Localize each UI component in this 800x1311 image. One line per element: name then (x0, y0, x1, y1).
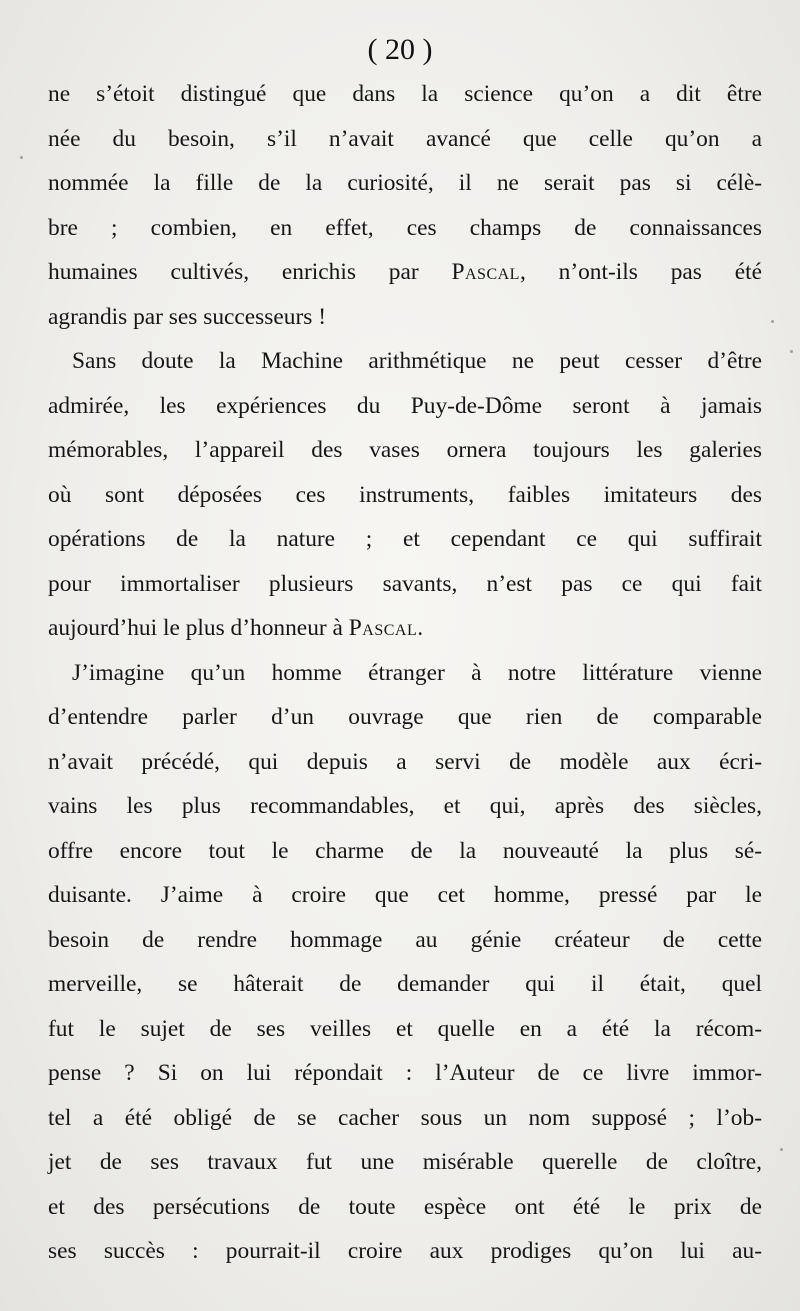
text-line: humaines cultivés, enrichis par Pascal, n’ont-ils pas été (48, 259, 762, 285)
text-line: Sans doute la Machine arithmétique ne peut cesser d’être (72, 348, 762, 374)
page-number: ( 20 ) (367, 33, 433, 66)
text-line: merveille, se hâterait de demander qui il était, quel (48, 971, 762, 997)
text-line: ses succès : pourrait-il croire aux prodiges qu’on lui au- (48, 1238, 762, 1264)
paper-speck (790, 350, 793, 353)
text-line: J’imagine qu’un homme étranger à notre littérature vienne (72, 659, 762, 686)
text-line: bre ; combien, en effet, ces champs de connaissances (48, 214, 762, 241)
text-line: nommée la fille de la curiosité, il ne serait pas si célè- (48, 170, 762, 196)
text-line: aujourd’hui le plus d’honneur à Pascal. (48, 615, 424, 641)
text-line: agrandis par ses successeurs ! (48, 303, 326, 330)
paper-speck (771, 320, 774, 323)
text-line: pour immortaliser plusieurs savants, n’est pas ce qui fait (48, 570, 762, 597)
text-line: ne s’étoit distingué que dans la science qu’on a dit être (48, 81, 762, 107)
text-line: née du besoin, s’il n’avait avancé que celle qu’on a (48, 125, 762, 152)
text-line: jet de ses travaux fut une misérable querelle de cloître, (48, 1149, 762, 1175)
text-line: duisante. J’aime à croire que cet homme, pressé par le (48, 882, 762, 908)
paper-speck (780, 1148, 783, 1151)
small-caps-name: Pascal (451, 259, 520, 285)
text-line: vains les plus recommandables, et qui, après des siècles, (48, 793, 762, 819)
text-line: opérations de la nature ; et cependant ce qui suffirait (48, 526, 762, 552)
small-caps-name: Pascal (348, 615, 418, 641)
text-line: d’entendre parler d’un ouvrage que rien de comparable (48, 704, 762, 730)
text-line: pense ? Si on lui répondait : l’Auteur de ce livre immor- (48, 1060, 762, 1086)
text-line: fut le sujet de ses veilles et quelle en a été la récom- (48, 1015, 762, 1042)
text-line: et des persécutions de toute espèce ont été le prix de (48, 1193, 762, 1220)
text-line: besoin de rendre hommage au génie créateur de cette (48, 926, 762, 953)
paper-speck (20, 156, 23, 159)
text-line: où sont déposées ces instruments, faibles imitateurs des (48, 481, 762, 508)
text-line: mémorables, l’appareil des vases ornera toujours les galeries (48, 437, 762, 463)
text-line: offre encore tout le charme de la nouveauté la plus sé- (48, 837, 762, 864)
text-line: admirée, les expériences du Puy-de-Dôme seront à jamais (48, 392, 762, 419)
text-line: n’avait précédé, qui depuis a servi de modèle aux écri- (48, 748, 762, 775)
body-text (48, 72, 762, 1274)
text-line: tel a été obligé de se cacher sous un nom supposé ; l’ob- (48, 1104, 762, 1131)
